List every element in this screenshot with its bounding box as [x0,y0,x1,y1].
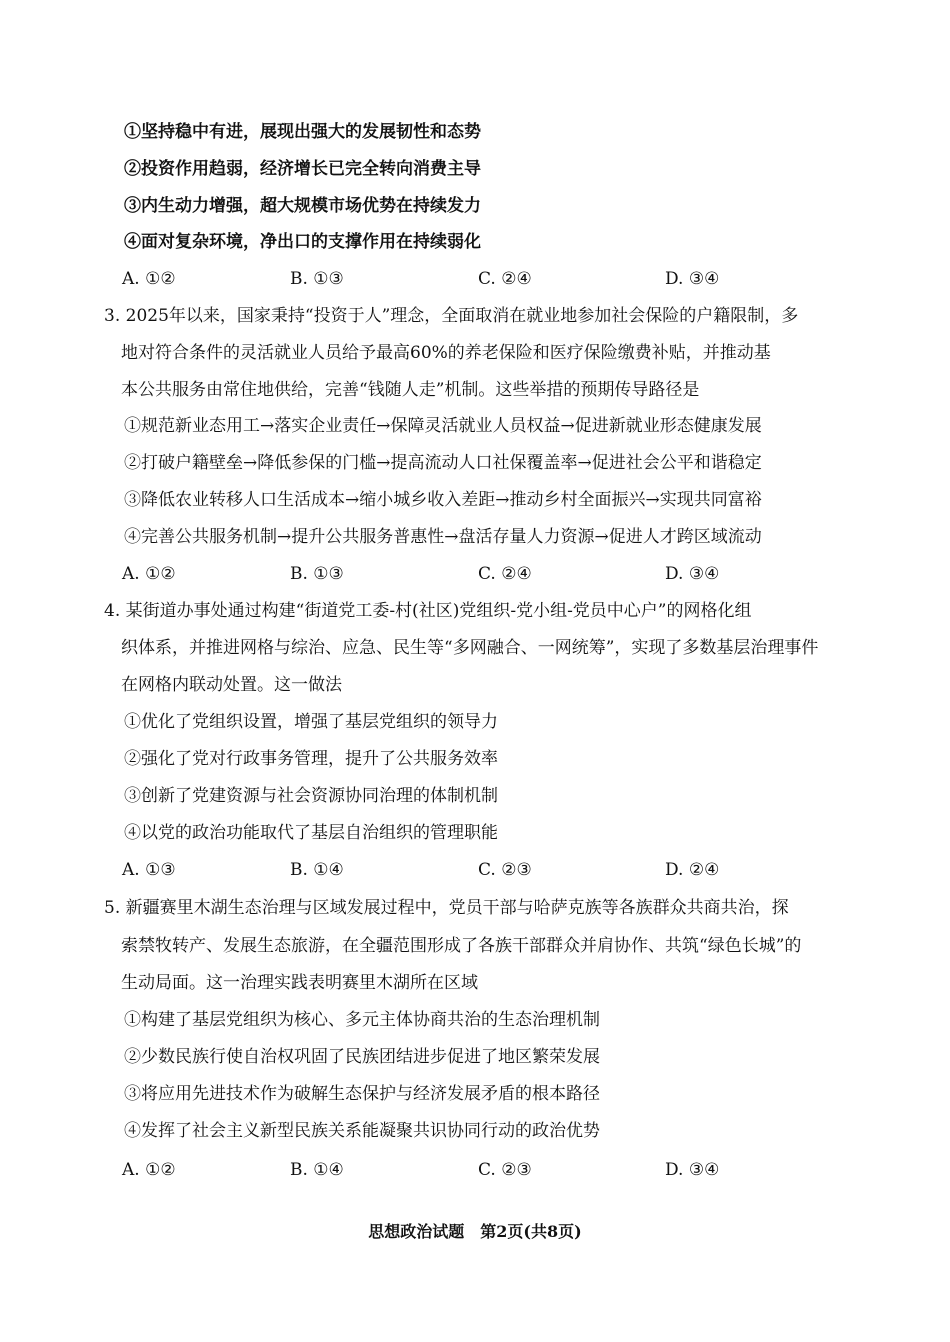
q3-options [122,562,862,586]
q3-option-d: D. ③④ [665,564,720,584]
q4-stem-line-3: 在网格内联动处置。这一做法 [121,675,342,695]
q5-item-3: ③将应用先进技术作为破解生态保护与经济发展矛盾的根本路径 [124,1084,600,1104]
q5-item-4: ④发挥了社会主义新型民族关系能凝聚共识协同行动的政治优势 [124,1121,600,1141]
q4-option-d: D. ②④ [665,860,720,880]
q4-option-c: C. ②③ [478,860,532,880]
q3-stem-line-3: 本公共服务由常住地供给，完善“钱随人走”机制。这些举措的预期传导路径是 [121,380,700,400]
q4-options [122,858,862,882]
q3-stem-line-2: 地对符合条件的灵活就业人员给予最高60%的养老保险和医疗保险缴费补贴，并推动基 [121,343,771,363]
q4-item-4: ④以党的政治功能取代了基层自治组织的管理职能 [124,823,498,843]
q5-stem-line-1: 5. 新疆赛里木湖生态治理与区域发展过程中，党员干部与哈萨克族等各族群众共商共治，探 [104,898,789,918]
q2-options [122,267,862,291]
q3-item-2: ②打破户籍壁垒→降低参保的门槛→提高流动人口社保覆盖率→促进社会公平和谐稳定 [124,453,762,473]
q5-stem-line-2: 索禁牧转产、发展生态旅游，在全疆范围形成了各族干部群众并肩协作、共筑“绿色长城”的 [121,936,802,956]
q2-option-d: D. ③④ [665,269,720,289]
q2-item-3: ③内生动力增强，超大规模市场优势在持续发力 [124,196,481,216]
footer-subject: 思想政治试题 [368,1222,465,1241]
q4-item-2: ②强化了党对行政事务管理，提升了公共服务效率 [124,749,498,769]
q4-stem-line-2: 织体系，并推进网格与综治、应急、民生等“多网融合、一网统筹”，实现了多数基层治理事件 [121,638,819,658]
q2-item-2: ②投资作用趋弱，经济增长已完全转向消费主导 [124,159,481,179]
q3-stem-line-1: 3. 2025年以来，国家秉持“投资于人”理念，全面取消在就业地参加社会保险的户籍限制，多 [104,306,799,326]
q3-option-c: C. ②④ [478,564,532,584]
q5-item-1: ①构建了基层党组织为核心、多元主体协商共治的生态治理机制 [124,1010,600,1030]
q4-item-1: ①优化了党组织设置，增强了基层党组织的领导力 [124,712,498,732]
q3-option-a: A. ①② [122,564,176,584]
q5-option-d: D. ③④ [665,1160,720,1180]
q2-option-c: C. ②④ [478,269,532,289]
q2-item-1: ①坚持稳中有进，展现出强大的发展韧性和态势 [124,122,481,142]
footer-page-number: 第2页(共8页) [480,1222,582,1241]
q5-option-b: B. ①④ [290,1160,344,1180]
page-footer [0,1221,950,1243]
q5-item-2: ②少数民族行使自治权巩固了民族团结进步促进了地区繁荣发展 [124,1047,600,1067]
q4-option-a: A. ①③ [122,860,176,880]
q5-stem-line-3: 生动局面。这一治理实践表明赛里木湖所在区域 [121,973,478,993]
q2-item-4: ④面对复杂环境，净出口的支撑作用在持续弱化 [124,232,481,252]
q5-options [122,1158,862,1182]
q3-item-1: ①规范新业态用工→落实企业责任→保障灵活就业人员权益→促进新就业形态健康发展 [124,416,762,436]
q3-option-b: B. ①③ [290,564,344,584]
q5-option-c: C. ②③ [478,1160,532,1180]
q4-stem-line-1: 4. 某街道办事处通过构建“街道党工委-村(社区)党组织-党小组-党员中心户”的网格化组 [104,601,752,621]
q4-option-b: B. ①④ [290,860,344,880]
q4-item-3: ③创新了党建资源与社会资源协同治理的体制机制 [124,786,498,806]
q5-option-a: A. ①② [122,1160,176,1180]
q2-option-a: A. ①② [122,269,176,289]
q2-option-b: B. ①③ [290,269,344,289]
q3-item-3: ③降低农业转移人口生活成本→缩小城乡收入差距→推动乡村全面振兴→实现共同富裕 [124,490,762,510]
q3-item-4: ④完善公共服务机制→提升公共服务普惠性→盘活存量人力资源→促进人才跨区域流动 [124,527,762,547]
